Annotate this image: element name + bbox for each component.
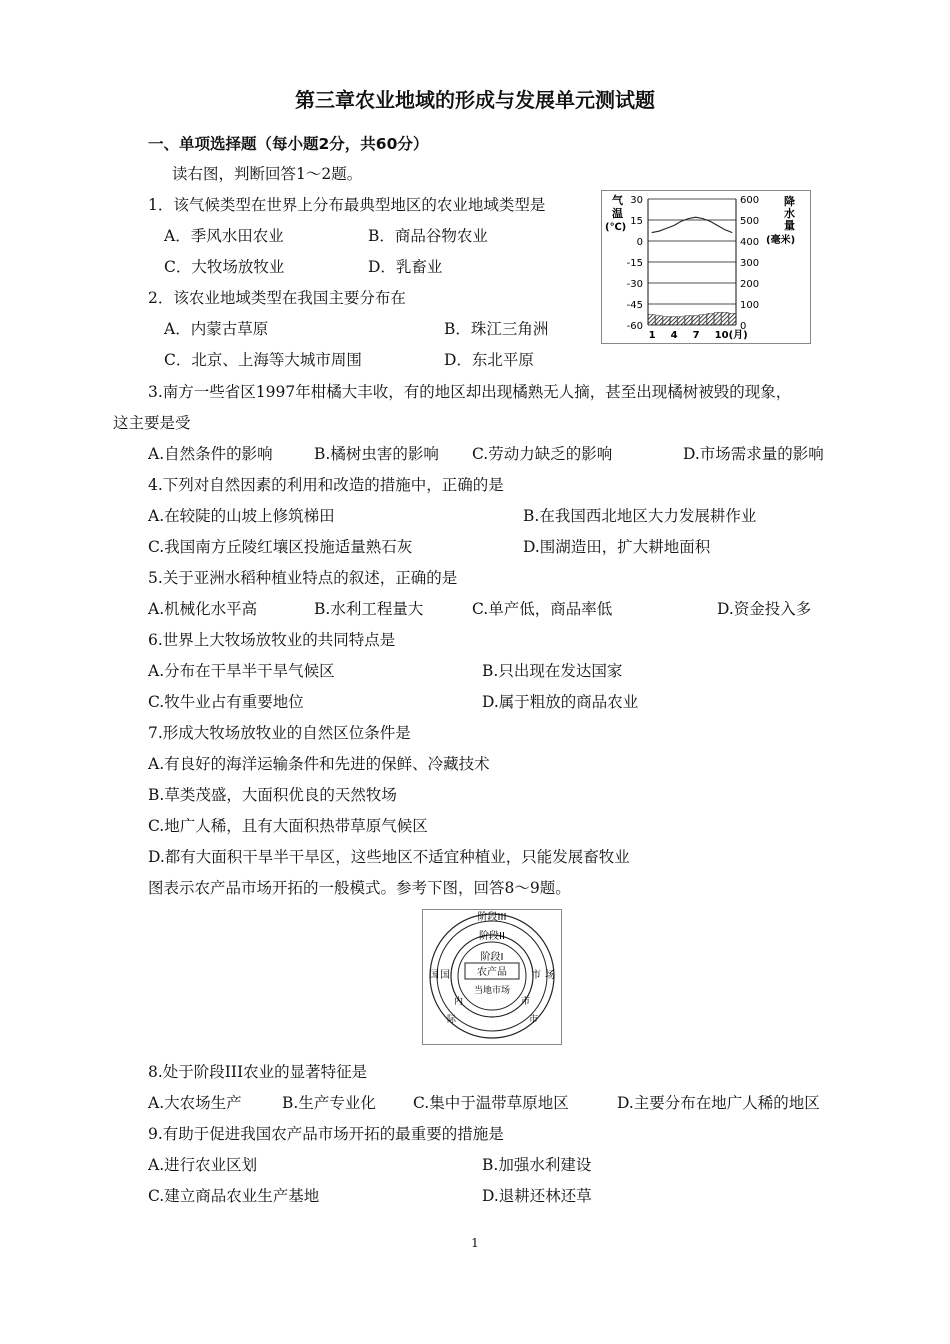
outer-left-guo-1: 国 bbox=[429, 970, 439, 981]
precipitation-bars bbox=[648, 312, 735, 325]
precipitation-bar bbox=[707, 313, 714, 325]
right-tick-label: 0 bbox=[740, 321, 747, 332]
climate-chart bbox=[601, 190, 811, 344]
question-3-stem-line1: 3.南方一些省区1997年柑橘大丰收，有的地区却出现橘熟无人摘，甚至出现橘树被毁的现象， bbox=[148, 383, 792, 401]
question-8-option-d: D.主要分布在地广人稀的地区 bbox=[617, 1094, 820, 1112]
question-9-option-b: B.加强水利建设 bbox=[482, 1156, 592, 1174]
stage-1-label: 阶段I bbox=[480, 952, 504, 963]
left-tick-label: -45 bbox=[626, 300, 643, 311]
question-3-option-d: D.市场需求量的影响 bbox=[683, 445, 824, 463]
precipitation-bar bbox=[670, 317, 677, 325]
question-9-option-c: C.建立商品农业生产基地 bbox=[148, 1187, 320, 1205]
question-9-stem: 9.有助于促进我国农产品市场开拓的最重要的措施是 bbox=[148, 1125, 504, 1143]
left-tick-label: 30 bbox=[630, 195, 643, 206]
question-5-option-a: A.机械化水平高 bbox=[148, 600, 258, 618]
x-tick-label: 7 bbox=[692, 330, 700, 341]
right-label-3: 量 bbox=[784, 219, 795, 232]
page-title: 第三章农业地域的形成与发展单元测试题 bbox=[295, 88, 655, 112]
question-1-option-c: C．大牧场放牧业 bbox=[164, 258, 285, 276]
question-4-option-d: D.围湖造田，扩大耕地面积 bbox=[523, 538, 711, 556]
question-6-option-c: C.牧牛业占有重要地位 bbox=[148, 693, 304, 711]
question-1-stem: 1．该气候类型在世界上分布最典型地区的农业地域类型是 bbox=[148, 196, 546, 214]
question-1-option-a: A．季风水田农业 bbox=[164, 227, 284, 245]
inner-shi: 市 bbox=[521, 997, 531, 1007]
right-label-2: 水 bbox=[784, 207, 795, 220]
inner-nei: 内 bbox=[454, 997, 464, 1007]
question-2-option-a: A．内蒙古草原 bbox=[164, 320, 269, 338]
left-label-3: (℃) bbox=[605, 222, 627, 233]
left-tick-label: 0 bbox=[636, 237, 643, 248]
question-4-stem: 4.下列对自然因素的利用和改造的措施中，正确的是 bbox=[148, 476, 504, 494]
question-7-option-d: D.都有大面积干旱半干旱区，这些地区不适宜种植业，只能发展畜牧业 bbox=[148, 848, 630, 866]
question-9-option-d: D.退耕还林还草 bbox=[482, 1187, 592, 1205]
climate-chart-svg bbox=[602, 191, 810, 343]
precipitation-bar bbox=[714, 312, 721, 325]
stage-2-label: 阶段II bbox=[479, 931, 505, 942]
left-label-1: 气 bbox=[612, 194, 623, 207]
question-7-option-c: C.地广人稀，且有大面积热带草原气候区 bbox=[148, 817, 428, 835]
question-2-option-b: B．珠江三角洲 bbox=[444, 320, 549, 338]
precipitation-bar bbox=[692, 316, 699, 325]
question-8-stem: 8.处于阶段III农业的显著特征是 bbox=[148, 1063, 368, 1081]
question-2-option-c: C．北京、上海等大城市周围 bbox=[164, 351, 362, 369]
stage-3-label: 阶段III bbox=[477, 912, 507, 923]
question-4-option-a: A.在较陡的山坡上修筑梯田 bbox=[148, 507, 335, 525]
right-tick-label: 300 bbox=[740, 258, 760, 269]
local-market-label: 当地市场 bbox=[473, 986, 511, 996]
x-tick-label: 4 bbox=[670, 330, 678, 341]
precipitation-bar bbox=[700, 315, 707, 326]
precipitation-bar bbox=[729, 313, 736, 325]
right-tick-label: 400 bbox=[740, 237, 760, 248]
intro-text-2: 图表示农产品市场开拓的一般模式。参考下图，回答8～9题。 bbox=[148, 879, 571, 897]
outer-left-guo-2: 国 bbox=[440, 970, 450, 981]
question-6-option-a: A.分布在干旱半干旱气候区 bbox=[148, 662, 335, 680]
question-7-stem: 7.形成大牧场放牧业的自然区位条件是 bbox=[148, 724, 411, 742]
question-7-option-b: B.草类茂盛，大面积优良的天然牧场 bbox=[148, 786, 397, 804]
right-tick-label: 500 bbox=[740, 216, 760, 227]
question-5-option-d: D.资金投入多 bbox=[717, 600, 812, 618]
right-tick-label: 100 bbox=[740, 300, 760, 311]
page-number: 1 bbox=[471, 1236, 479, 1250]
question-3-stem-line2: 这主要是受 bbox=[113, 414, 191, 432]
precipitation-bar bbox=[678, 317, 685, 325]
question-6-option-d: D.属于粗放的商品农业 bbox=[482, 693, 639, 711]
question-8-option-c: C.集中于温带草原地区 bbox=[413, 1094, 569, 1112]
x-tick-labels bbox=[649, 328, 748, 341]
question-6-stem: 6.世界上大牧场放牧业的共同特点是 bbox=[148, 631, 396, 649]
right-label-1: 降 bbox=[784, 195, 795, 208]
temperature-line bbox=[652, 217, 733, 232]
precipitation-bar bbox=[685, 316, 692, 325]
intro-text-1: 读右图，判断回答1～2题。 bbox=[172, 165, 363, 183]
right-label-4: (毫米) bbox=[766, 235, 796, 246]
right-tick-label: 600 bbox=[740, 195, 760, 206]
left-tick-labels bbox=[627, 195, 643, 332]
question-4-option-c: C.我国南方丘陵红壤区投施适量熟石灰 bbox=[148, 538, 413, 556]
outer-right-chang: 场 bbox=[545, 970, 555, 981]
x-tick-label: 1 bbox=[648, 330, 656, 341]
question-5-stem: 5.关于亚洲水稻种植业特点的叙述，正确的是 bbox=[148, 569, 458, 587]
outer-right-shi: 市 bbox=[531, 970, 541, 981]
outer-ji: 际 bbox=[447, 1015, 457, 1025]
right-tick-labels bbox=[740, 195, 759, 332]
question-4-option-b: B.在我国西北地区大力发展耕作业 bbox=[523, 507, 757, 525]
question-1-option-b: B．商品谷物农业 bbox=[368, 227, 488, 245]
question-8-option-a: A.大农场生产 bbox=[148, 1094, 242, 1112]
question-5-option-c: C.单产低，商品率低 bbox=[472, 600, 613, 618]
left-tick-label: -15 bbox=[626, 258, 643, 269]
market-diagram bbox=[422, 909, 562, 1045]
left-tick-label: -30 bbox=[626, 279, 643, 290]
right-tick-label: 200 bbox=[740, 279, 760, 290]
section-heading: 一、单项选择题（每小题2分，共60分） bbox=[148, 135, 429, 153]
question-3-option-b: B.橘树虫害的影响 bbox=[314, 445, 439, 463]
left-tick-label: 15 bbox=[630, 216, 643, 227]
precipitation-bar bbox=[722, 312, 729, 325]
precipitation-bar bbox=[656, 316, 663, 325]
question-2-stem: 2．该农业地域类型在我国主要分布在 bbox=[148, 289, 406, 307]
left-tick-label: -60 bbox=[626, 321, 643, 332]
question-2-option-d: D．东北平原 bbox=[444, 351, 534, 369]
precipitation-bar bbox=[648, 315, 655, 326]
product-label: 农产品 bbox=[477, 967, 507, 978]
question-8-option-b: B.生产专业化 bbox=[282, 1094, 376, 1112]
question-3-option-a: A.自然条件的影响 bbox=[148, 445, 273, 463]
question-5-option-b: B.水利工程量大 bbox=[314, 600, 424, 618]
left-label-2: 温 bbox=[612, 207, 623, 220]
question-7-option-a: A.有良好的海洋运输条件和先进的保鲜、冷藏技术 bbox=[148, 755, 490, 773]
question-6-option-b: B.只出现在发达国家 bbox=[482, 662, 623, 680]
outer-shi: 市 bbox=[529, 1015, 539, 1025]
x-tick-label: 10(月) bbox=[714, 330, 748, 341]
question-9-option-a: A.进行农业区划 bbox=[148, 1156, 258, 1174]
question-3-option-c: C.劳动力缺乏的影响 bbox=[472, 445, 613, 463]
market-diagram-svg bbox=[423, 910, 561, 1044]
precipitation-bar bbox=[663, 317, 670, 325]
question-1-option-d: D．乳畜业 bbox=[368, 258, 443, 276]
